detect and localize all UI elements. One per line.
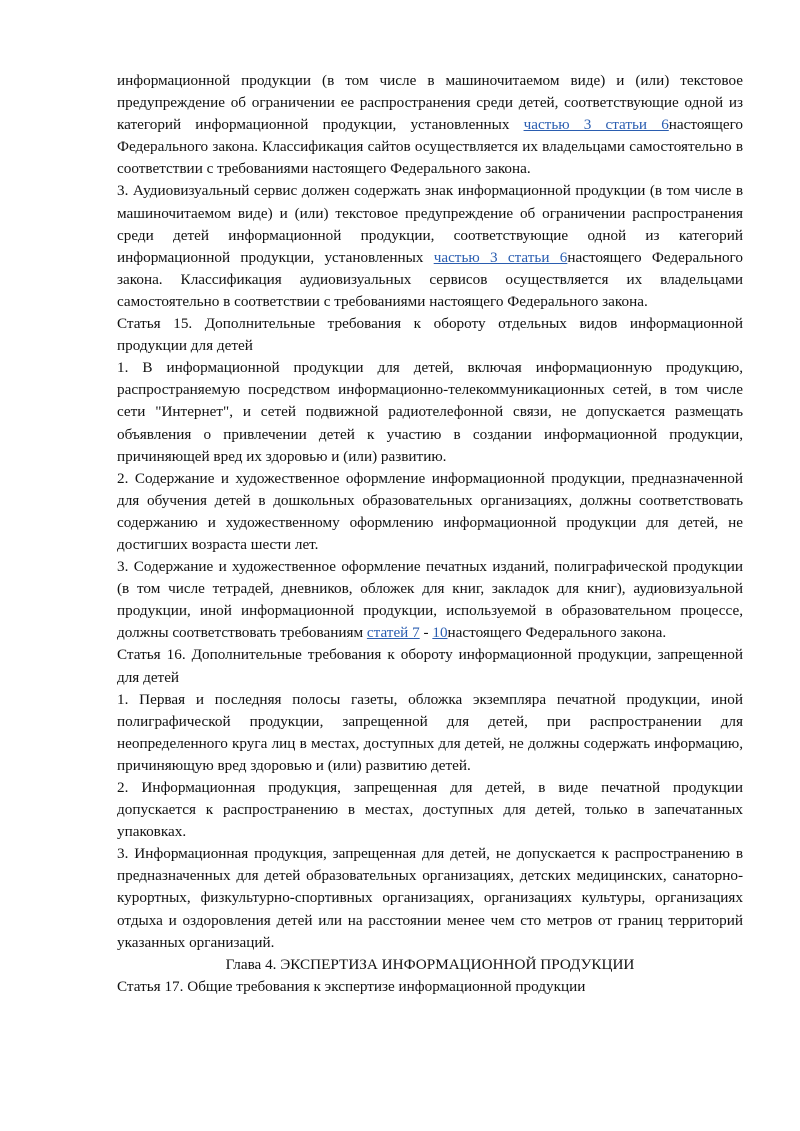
chapter-heading	[117, 954, 743, 976]
document-link[interactable]: частью 3 статьи 6	[523, 116, 669, 134]
paragraph-text: настоящего Федерального закона. Классификация сайтов осуществляется их владельцами самостоятельно в соответствии с требованиями настоящего Федерального закона.	[117, 116, 744, 178]
document-link[interactable]: частью 3 статьи 6	[433, 248, 568, 266]
paragraph-text: 3. Аудиовизуальный сервис должен содержать знак информационной продукции (в том числе в машиночитаемом виде) и (или) текстовое предупреждение об ограничении распространения среди детей информационной продукции, соответствующие одной из категорий информационной продукции, установленных	[117, 182, 743, 266]
paragraph	[117, 357, 743, 467]
paragraph-text: настоящего Федерального закона. Классификация аудиовизуальных сервисов осуществляется их владельцами самостоятельно в соответствии с требованиями настоящего Федерального закона.	[117, 248, 743, 310]
paragraph	[117, 976, 743, 998]
paragraph-text: Статья 17. Общие требования к экспертизе информационной продукции	[117, 977, 586, 995]
paragraph-text: Статья 15. Дополнительные требования к обороту отдельных видов информационной продукции для детей	[117, 315, 743, 355]
paragraph-text: 1. В информационной продукции для детей, включая информационную продукцию, распространяемую посредством информационно-телекоммуникационных сетей, в том числе сети "Интернет", и сетей подвижной радиотелефонной связи, не допускается размещать объявления о привлечении детей к участию в создании информационной продукции, причиняющей вред их здоровью и (или) развитию.	[117, 359, 743, 465]
paragraph-text: информационной продукции (в том числе в машиночитаемом виде) и (или) текстовое предупреждение об ограничении ее распространения среди детей, соответствующие одной из категорий информационной продукции, установленных	[117, 72, 743, 134]
document-page	[117, 70, 743, 998]
paragraph	[117, 777, 743, 843]
paragraph-text: Глава 4. ЭКСПЕРТИЗА ИНФОРМАЦИОННОЙ ПРОДУКЦИИ	[225, 955, 635, 973]
paragraph	[117, 689, 743, 777]
paragraph-text: настоящего Федерального закона.	[447, 624, 667, 642]
paragraph-text: -	[419, 624, 433, 642]
paragraph-text: 2. Содержание и художественное оформление информационной продукции, предназначенной для обучения детей в дошкольных образовательных организациях, должны соответствовать содержанию и художественному оформлению информационной продукции для детей, не достигших возраста шести лет.	[117, 469, 743, 553]
paragraph	[117, 180, 743, 313]
paragraph	[117, 468, 743, 556]
paragraph-text: Статья 16. Дополнительные требования к обороту информационной продукции, запрещенной для детей	[117, 646, 743, 686]
paragraph	[117, 313, 743, 357]
document-link[interactable]: статей 7	[366, 624, 420, 642]
paragraph-text: 3. Содержание и художественное оформление печатных изданий, полиграфической продукции (в том числе тетрадей, дневников, обложек для книг, закладок для книг), аудиовизуальной продукции, иной информационной продукции, используемой в образовательном процессе, должны соответствовать требованиям	[117, 558, 743, 642]
paragraph-text: 1. Первая и последняя полосы газеты, обложка экземпляра печатной продукции, иной полиграфической продукции, запрещенной для детей, при распространении для неопределенного круга лиц в местах, доступных для детей, не должны содержать информацию, причиняющую вред здоровью и (или) развитию детей.	[117, 690, 743, 774]
paragraph	[117, 70, 743, 180]
paragraph	[117, 556, 743, 644]
document-link[interactable]: 10	[432, 624, 448, 642]
paragraph-text: 2. Информационная продукция, запрещенная для детей, в виде печатной продукции допускается к распространению в местах, доступных для детей, только в запечатанных упаковках.	[117, 779, 743, 841]
paragraph	[117, 843, 743, 953]
paragraph-text: 3. Информационная продукция, запрещенная для детей, не допускается к распространению в предназначенных для детей образовательных организациях, детских медицинских, санаторно-курортных, физкультурно-спортивных организациях, организациях культуры, организациях отдыха и оздоровления детей или на расстоянии менее чем сто метров от границ территорий указанных организаций.	[117, 845, 743, 951]
paragraph	[117, 644, 743, 688]
